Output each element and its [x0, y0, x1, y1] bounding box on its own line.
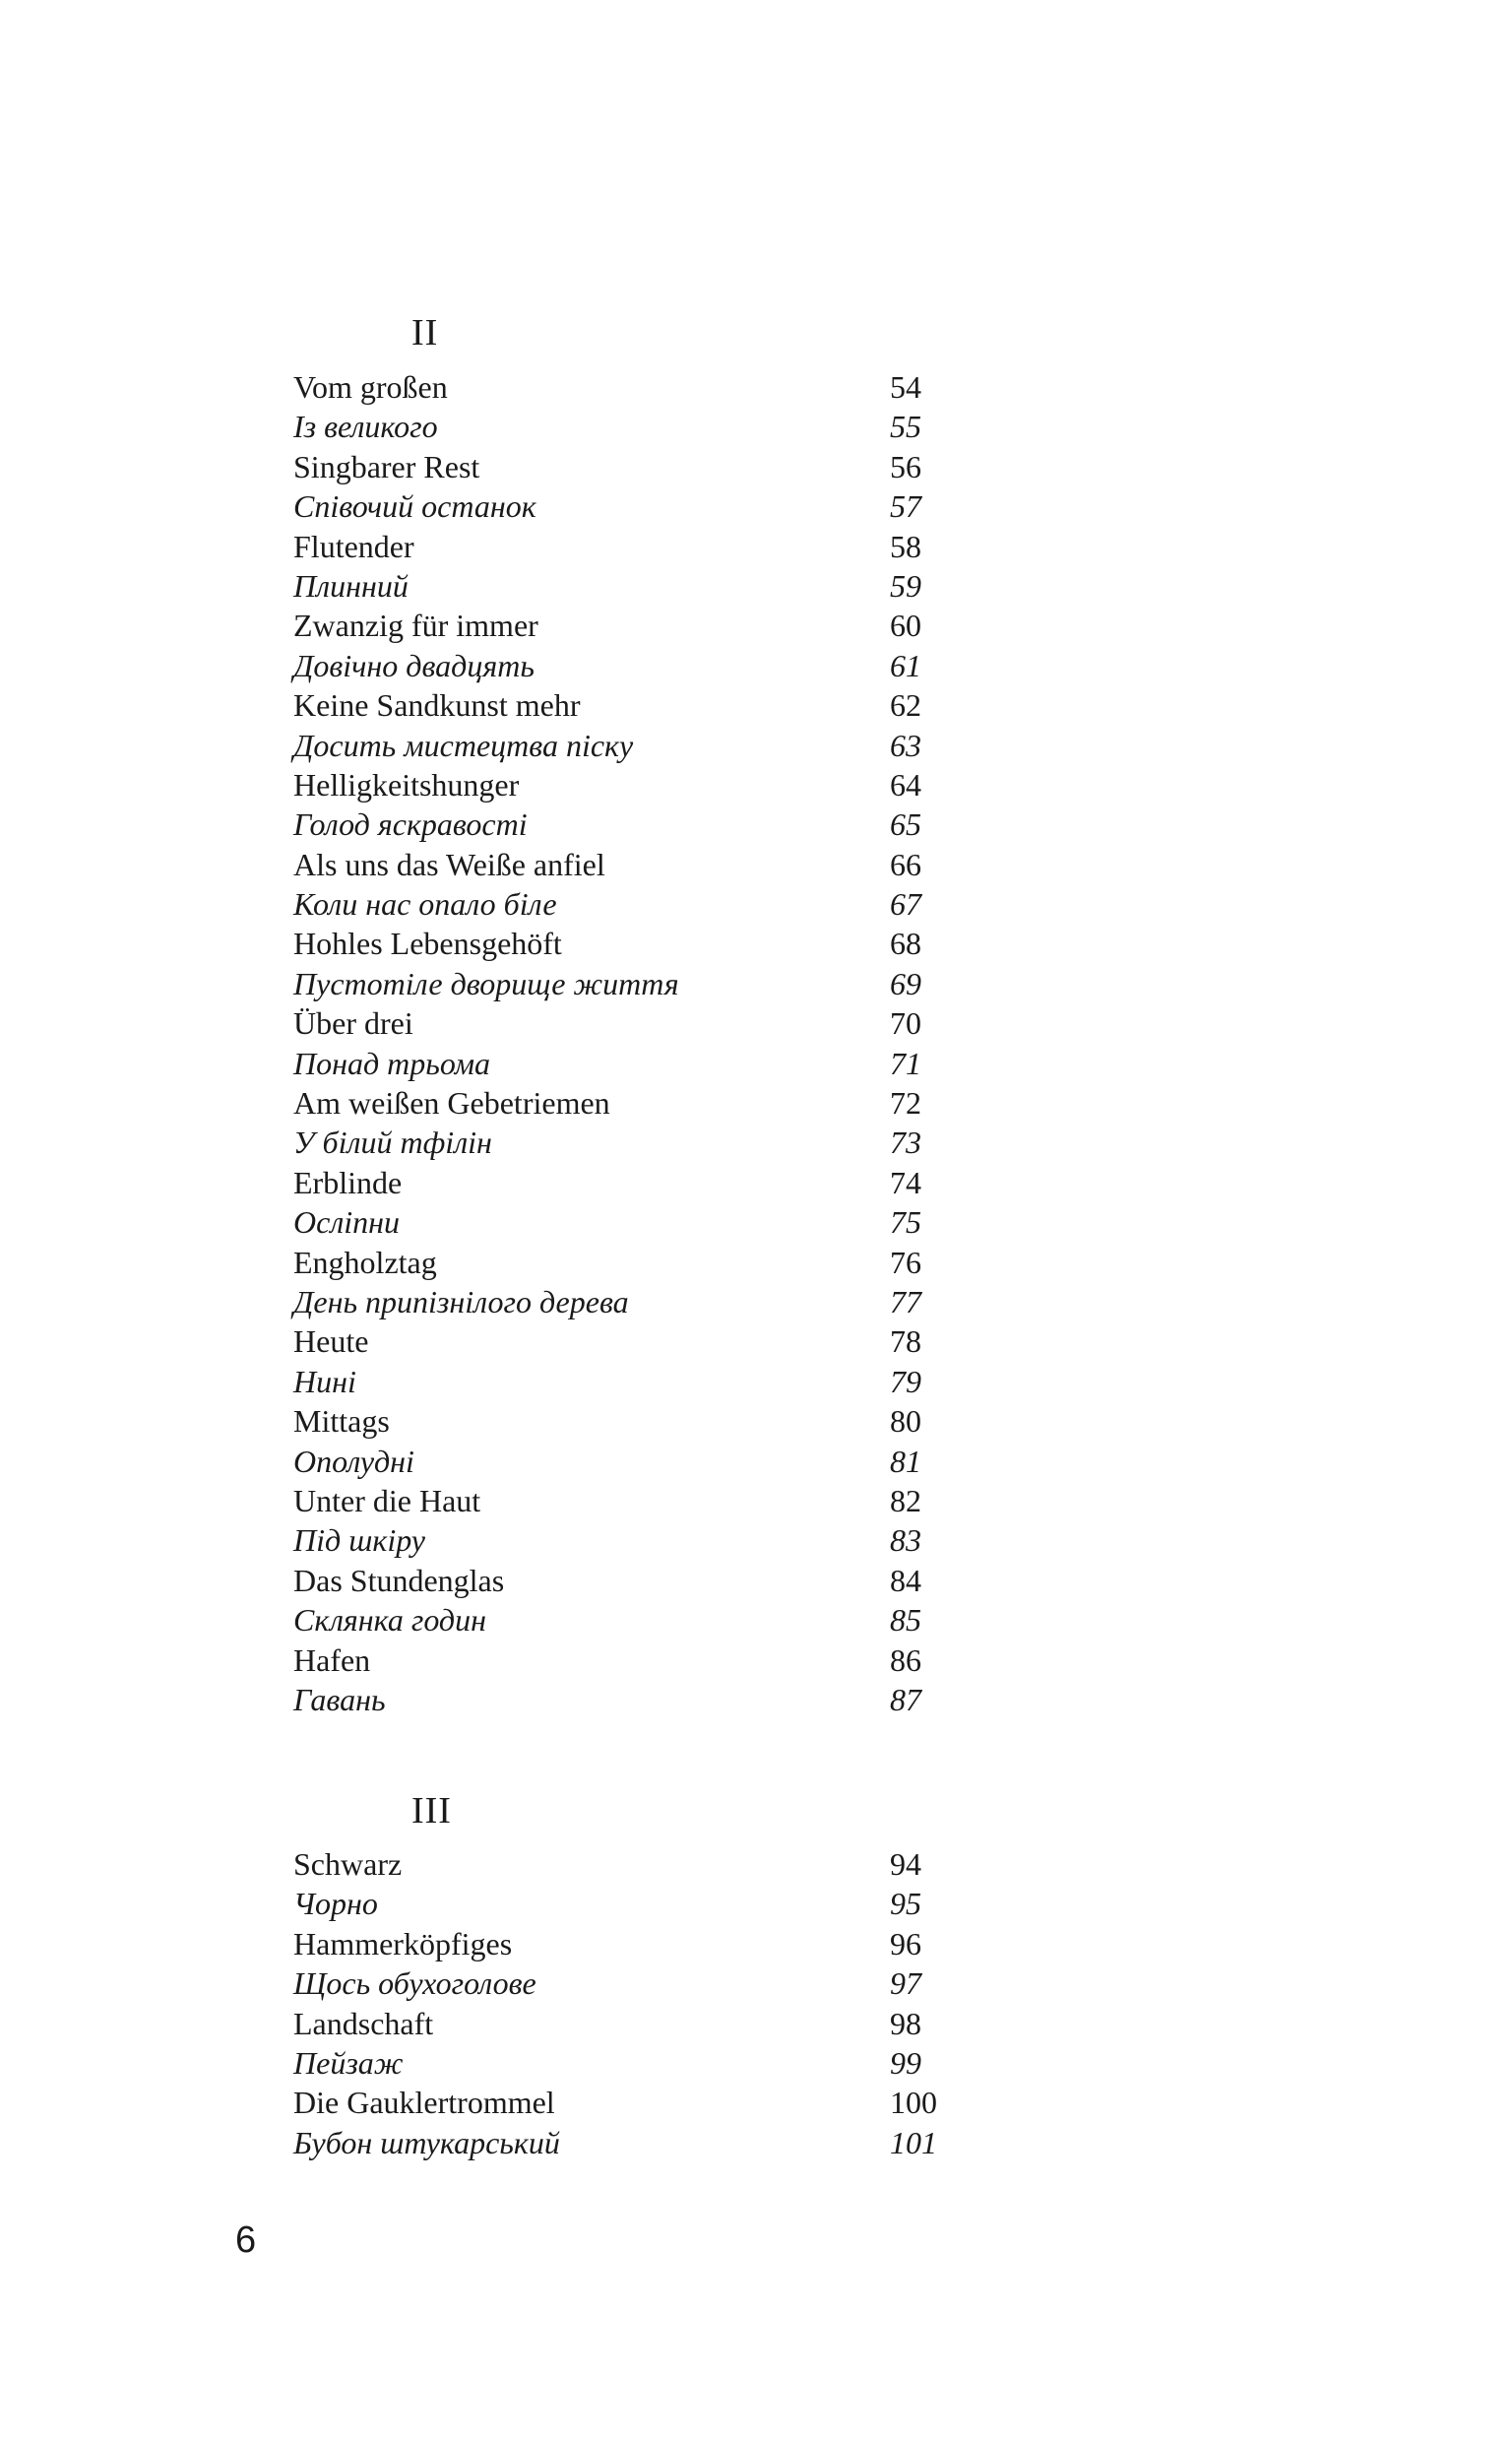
toc-entry-page-number: 98	[890, 2005, 921, 2041]
toc-entry-title: У білий тфілін	[293, 1125, 492, 1161]
toc-entry-title: Співочий останок	[293, 488, 536, 525]
toc-entry-page-number: 54	[890, 369, 921, 405]
toc-entry-title: Landschaft	[293, 2005, 434, 2041]
toc-entry	[293, 527, 963, 566]
toc-entry	[293, 1044, 963, 1083]
toc-entry-title: Пейзаж	[293, 2044, 404, 2081]
toc-entry-title: Пустотіле дворище життя	[293, 965, 679, 1001]
toc-entry-page-number: 70	[890, 1005, 921, 1042]
toc-entry-page-number: 69	[890, 965, 921, 1001]
toc-entry-title: Плинний	[293, 567, 409, 604]
toc-entry-page-number: 95	[890, 1886, 921, 1922]
toc-entry-title: Щось обухоголове	[293, 1965, 536, 2002]
toc-entry-title: Бубон штукарський	[293, 2124, 560, 2160]
toc-list-section-ii	[293, 367, 963, 1719]
toc-entry	[293, 2043, 963, 2083]
section-heading-ii: II	[411, 312, 439, 354]
toc-entry-page-number: 72	[890, 1085, 921, 1122]
toc-entry-page-number: 74	[890, 1164, 921, 1200]
toc-entry	[293, 685, 963, 725]
toc-entry-title: Голод яскравості	[293, 806, 528, 843]
toc-entry	[293, 1083, 963, 1123]
toc-entry	[293, 765, 963, 804]
toc-entry	[293, 566, 963, 606]
toc-entry	[293, 367, 963, 407]
toc-entry-title: Singbarer Rest	[293, 448, 480, 484]
toc-entry-title: Чорно	[293, 1886, 378, 1922]
toc-entry-title: Am weißen Gebetriemen	[293, 1085, 610, 1122]
toc-entry	[293, 2123, 963, 2162]
section-heading-iii: III	[411, 1790, 452, 1832]
toc-entry-title: Das Stundenglas	[293, 1562, 505, 1598]
toc-entry	[293, 1520, 963, 1560]
toc-entry	[293, 1442, 963, 1481]
toc-entry-page-number: 85	[890, 1602, 921, 1639]
toc-entry	[293, 924, 963, 963]
toc-entry	[293, 1362, 963, 1401]
toc-entry	[293, 726, 963, 765]
toc-entry-title: Die Gauklertrommel	[293, 2085, 555, 2121]
toc-entry-page-number: 68	[890, 926, 921, 962]
toc-entry	[293, 804, 963, 844]
toc-entry-title: Vom großen	[293, 369, 448, 405]
toc-entry-page-number: 79	[890, 1363, 921, 1399]
toc-entry-title: Коли нас опало біле	[293, 886, 557, 923]
toc-entry-page-number: 100	[890, 2085, 937, 2121]
toc-entry	[293, 1600, 963, 1639]
toc-entry	[293, 884, 963, 924]
toc-entry-page-number: 64	[890, 766, 921, 803]
toc-entry-title: Осліпни	[293, 1204, 401, 1241]
toc-entry-page-number: 97	[890, 1965, 921, 2002]
toc-entry-title: Довічно двадцять	[293, 647, 535, 683]
toc-entry	[293, 1321, 963, 1361]
toc-entry-title: Hammerköpfiges	[293, 1925, 513, 1961]
toc-entry	[293, 1202, 963, 1242]
toc-entry-title: Нині	[293, 1363, 356, 1399]
toc-entry-page-number: 65	[890, 806, 921, 843]
toc-entry	[293, 1963, 963, 2003]
toc-entry-page-number: 63	[890, 727, 921, 763]
toc-entry-page-number: 86	[890, 1641, 921, 1678]
toc-entry-page-number: 78	[890, 1323, 921, 1360]
toc-entry-title: Mittags	[293, 1403, 390, 1440]
toc-entry-page-number: 59	[890, 567, 921, 604]
toc-entry-title: Engholztag	[293, 1244, 437, 1280]
toc-entry-page-number: 87	[890, 1681, 921, 1717]
toc-entry-title: Erblinde	[293, 1164, 403, 1200]
toc-list-section-iii	[293, 1844, 963, 2162]
toc-entry	[293, 1003, 963, 1043]
toc-entry	[293, 407, 963, 446]
toc-entry-page-number: 94	[890, 1846, 921, 1882]
toc-entry	[293, 1561, 963, 1600]
toc-entry-title: Unter die Haut	[293, 1482, 481, 1518]
toc-entry	[293, 1924, 963, 1963]
toc-entry	[293, 1401, 963, 1441]
toc-entry-title: Über drei	[293, 1005, 413, 1042]
toc-entry-title: Schwarz	[293, 1846, 403, 1882]
toc-entry-title: День припізнілого дерева	[293, 1283, 629, 1319]
toc-entry-title: Zwanzig für immer	[293, 608, 538, 644]
toc-entry-title: Helligkeitshunger	[293, 766, 520, 803]
toc-entry-page-number: 67	[890, 886, 921, 923]
toc-entry-page-number: 61	[890, 647, 921, 683]
toc-entry-page-number: 57	[890, 488, 921, 525]
toc-entry-page-number: 62	[890, 687, 921, 724]
toc-entry	[293, 1680, 963, 1719]
toc-entry-title: Heute	[293, 1323, 369, 1360]
toc-entry	[293, 964, 963, 1003]
toc-entry	[293, 1243, 963, 1282]
toc-entry-title: Hafen	[293, 1641, 371, 1678]
toc-entry-page-number: 60	[890, 608, 921, 644]
toc-entry-page-number: 75	[890, 1204, 921, 1241]
toc-entry	[293, 1481, 963, 1520]
toc-entry-page-number: 56	[890, 448, 921, 484]
page-number: 6	[235, 2219, 257, 2261]
toc-entry-title: Досить мистецтва піску	[293, 727, 634, 763]
toc-entry	[293, 486, 963, 526]
toc-entry-page-number: 83	[890, 1522, 921, 1559]
toc-entry-title: Під шкіру	[293, 1522, 425, 1559]
toc-entry-page-number: 81	[890, 1443, 921, 1479]
toc-entry	[293, 1163, 963, 1202]
toc-entry	[293, 1884, 963, 1923]
toc-entry-page-number: 66	[890, 846, 921, 882]
toc-entry-title: Гавань	[293, 1681, 386, 1717]
toc-entry	[293, 845, 963, 884]
toc-entry-title: Flutender	[293, 528, 414, 564]
toc-entry	[293, 646, 963, 685]
toc-entry-page-number: 101	[890, 2124, 937, 2160]
toc-entry-title: Понад трьома	[293, 1045, 491, 1081]
toc-entry	[293, 1123, 963, 1162]
toc-entry	[293, 1640, 963, 1680]
toc-entry-title: Із великого	[293, 409, 438, 445]
toc-entry-page-number: 77	[890, 1283, 921, 1319]
toc-entry-page-number: 99	[890, 2044, 921, 2081]
toc-entry	[293, 447, 963, 486]
toc-entry-page-number: 58	[890, 528, 921, 564]
toc-entry-page-number: 71	[890, 1045, 921, 1081]
toc-entry	[293, 2004, 963, 2043]
toc-entry	[293, 1282, 963, 1321]
toc-entry-page-number: 80	[890, 1403, 921, 1440]
toc-entry-title: Ополудні	[293, 1443, 414, 1479]
toc-entry	[293, 606, 963, 645]
toc-entry-title: Hohles Lebensgehöft	[293, 926, 562, 962]
toc-entry-page-number: 82	[890, 1482, 921, 1518]
toc-entry-page-number: 76	[890, 1244, 921, 1280]
toc-entry-page-number: 84	[890, 1562, 921, 1598]
toc-entry	[293, 2083, 963, 2122]
toc-entry-page-number: 73	[890, 1125, 921, 1161]
toc-entry-title: Keine Sandkunst mehr	[293, 687, 581, 724]
toc-entry-title: Склянка годин	[293, 1602, 486, 1639]
toc-entry	[293, 1844, 963, 1884]
toc-entry-page-number: 96	[890, 1925, 921, 1961]
toc-entry-page-number: 55	[890, 409, 921, 445]
toc-entry-title: Als uns das Weiße anfiel	[293, 846, 605, 882]
